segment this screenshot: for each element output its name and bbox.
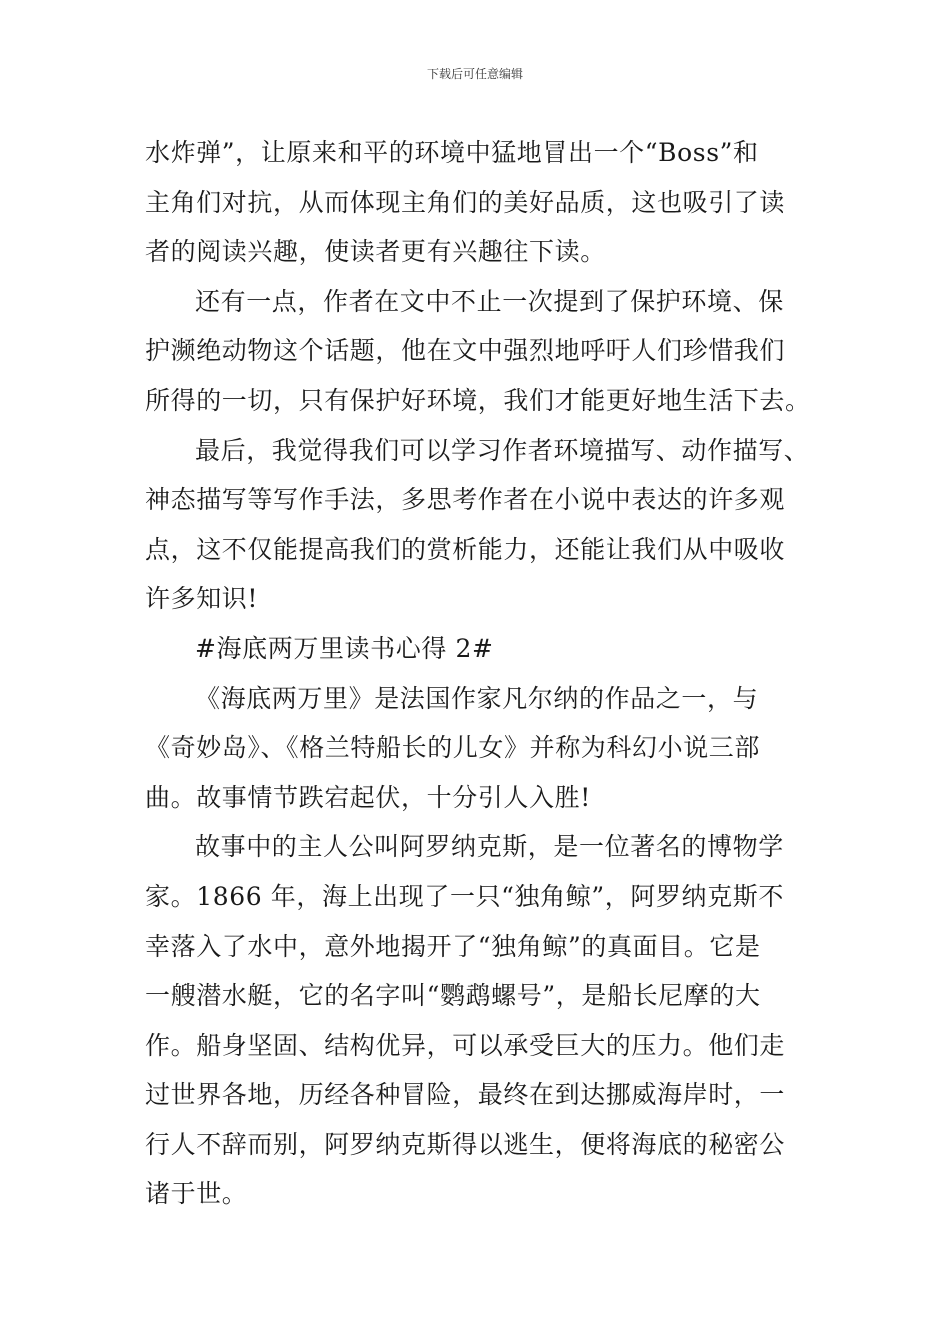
text-line: 家。1866 年，海上出现了一只“独角鲸”，阿罗纳克斯不 — [145, 881, 784, 911]
text-line: 所得的一切，只有保护好环境，我们才能更好地生活下去。 — [145, 385, 811, 415]
paragraph-start-line: 还有一点，作者在文中不止一次提到了保护环境、保 — [195, 286, 784, 316]
text-line: 行人不辞而别，阿罗纳克斯得以逃生，便将海底的秘密公 — [145, 1129, 786, 1159]
document-body — [145, 128, 825, 1219]
text-line: 水炸弹”，让原来和平的环境中猛地冒出一个“Boss”和 — [145, 138, 759, 167]
text-line: 者的阅读兴趣，使读者更有兴趣往下读。 — [145, 237, 606, 267]
paragraph-start-line: 《海底两万里》是法国作家凡尔纳的作品之一，与 — [195, 683, 759, 713]
page-header: 下载后可任意编辑 — [426, 67, 523, 81]
text-line: 《奇妙岛》、《格兰特船长的儿女》并称为科幻小说三部 — [145, 733, 761, 763]
text-line: 一艘潜水艇，它的名字叫“鹦鹉螺号”，是船长尼摩的大 — [145, 981, 761, 1011]
text-line: 过世界各地，历经各种冒险，最终在到达挪威海岸时，一 — [145, 1080, 786, 1110]
text-line: 幸落入了水中，意外地揭开了“独角鲸”的真面目。它是 — [145, 931, 761, 961]
text-line: 点，这不仅能提高我们的赏析能力，还能让我们从中吸收 — [145, 534, 786, 564]
section-heading: #海底两万里读书心得 2# — [195, 633, 494, 663]
paragraph-start-line: 故事中的主人公叫阿罗纳克斯，是一位著名的博物学 — [195, 832, 784, 862]
text-line: 主角们对抗，从而体现主角们的美好品质，这也吸引了读 — [145, 187, 786, 217]
paragraph-start-line: 最后，我觉得我们可以学习作者环境描写、动作描写、 — [195, 435, 810, 465]
text-line: 神态描写等写作手法，多思考作者在小说中表达的许多观 — [145, 485, 786, 515]
text-line: 护濒绝动物这个话题，他在文中强烈地呼吁人们珍惜我们 — [145, 336, 786, 366]
text-line: 诸于世。 — [145, 1179, 248, 1209]
text-line: 曲。故事情节跌宕起伏，十分引人入胜! — [145, 782, 591, 812]
text-line: 许多知识! — [145, 584, 259, 614]
text-line: 作。船身坚固、结构优异，可以承受巨大的压力。他们走 — [145, 1030, 786, 1060]
